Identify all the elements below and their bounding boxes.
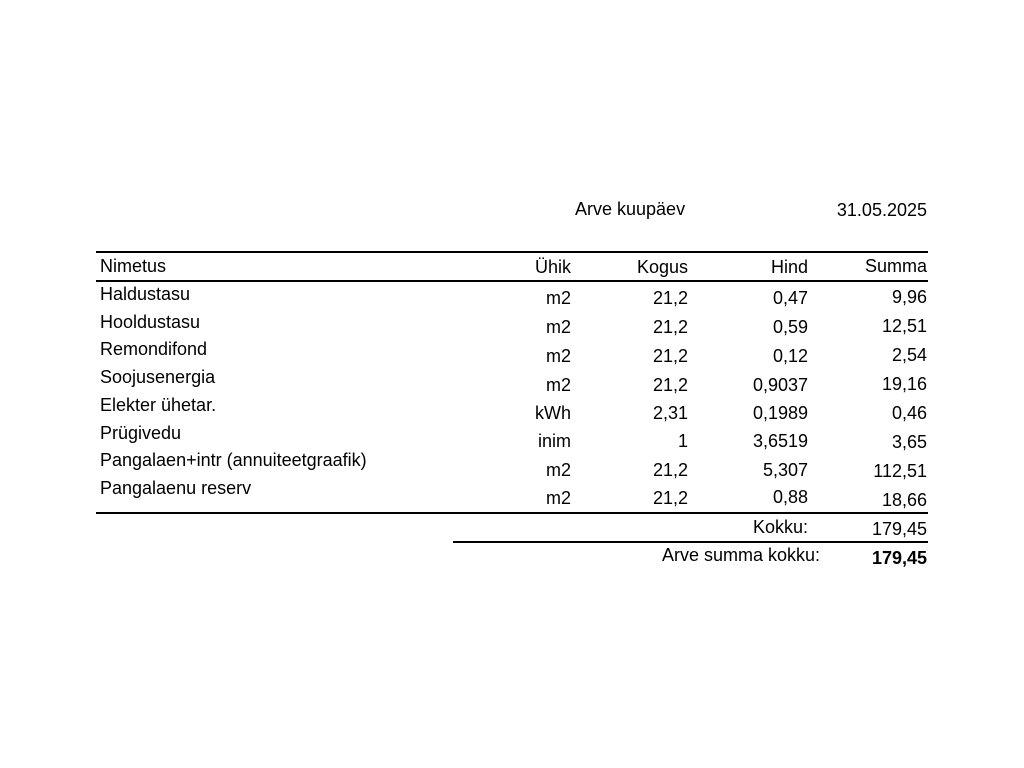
row-name: Haldustasu (100, 284, 191, 304)
row-unit: m2 (545, 460, 571, 480)
table-header-rule (96, 280, 928, 282)
row-quantity: 21,2 (652, 460, 688, 480)
row-quantity: 21,2 (652, 317, 688, 337)
row-price: 0,88 (772, 487, 808, 507)
row-unit: m2 (545, 317, 571, 337)
row-unit: m2 (545, 488, 571, 508)
row-price: 0,9037 (752, 375, 808, 395)
row-price: 3,6519 (752, 431, 808, 451)
subtotal-label: Kokku: (752, 517, 808, 537)
row-price: 0,1989 (752, 403, 808, 423)
row-quantity: 21,2 (652, 288, 688, 308)
row-unit: kWh (535, 403, 571, 423)
column-header-sum: Summa (864, 256, 927, 276)
subtotal-value: 179,45 (871, 519, 927, 539)
row-quantity: 2,31 (652, 403, 688, 423)
column-header-unit: Ühik (534, 257, 571, 277)
table-bottom-rule (96, 512, 928, 514)
row-quantity: 1 (677, 431, 688, 451)
column-header-name: Nimetus (100, 256, 167, 276)
row-sum: 112,51 (873, 461, 927, 481)
column-header-price: Hind (770, 257, 808, 277)
row-sum: 19,16 (881, 374, 927, 394)
row-name: Elekter ühetar. (100, 395, 217, 415)
column-header-quantity: Kogus (636, 257, 688, 277)
row-name: Remondifond (100, 339, 208, 359)
row-unit: m2 (545, 346, 571, 366)
row-unit: m2 (545, 375, 571, 395)
row-price: 0,47 (772, 288, 808, 308)
grand-total-label: Arve summa kokku: (661, 545, 820, 565)
row-name: Soojusenergia (100, 367, 216, 387)
row-unit: m2 (545, 288, 571, 308)
row-price: 0,12 (772, 346, 808, 366)
row-quantity: 21,2 (652, 346, 688, 366)
row-sum: 3,65 (891, 432, 927, 452)
invoice-date-value: 31.05.2025 (836, 200, 927, 220)
row-price: 5,307 (762, 460, 808, 480)
row-sum: 18,66 (881, 490, 927, 510)
row-price: 0,59 (772, 317, 808, 337)
invoice-date-label: Arve kuupäev (575, 199, 686, 219)
grand-total-value: 179,45 (871, 548, 927, 568)
row-sum: 2,54 (891, 345, 927, 365)
row-name: Hooldustasu (100, 312, 201, 332)
row-unit: inim (537, 431, 571, 451)
row-quantity: 21,2 (652, 488, 688, 508)
row-name: Pangalaen+intr (annuiteetgraafik) (100, 450, 367, 470)
row-sum: 0,46 (891, 403, 927, 423)
total-rule (453, 541, 928, 543)
row-quantity: 21,2 (652, 375, 688, 395)
row-sum: 12,51 (881, 316, 927, 336)
row-sum: 9,96 (891, 287, 927, 307)
row-name: Prügivedu (100, 423, 182, 443)
row-name: Pangalaenu reserv (100, 478, 252, 498)
table-top-rule (96, 251, 928, 253)
